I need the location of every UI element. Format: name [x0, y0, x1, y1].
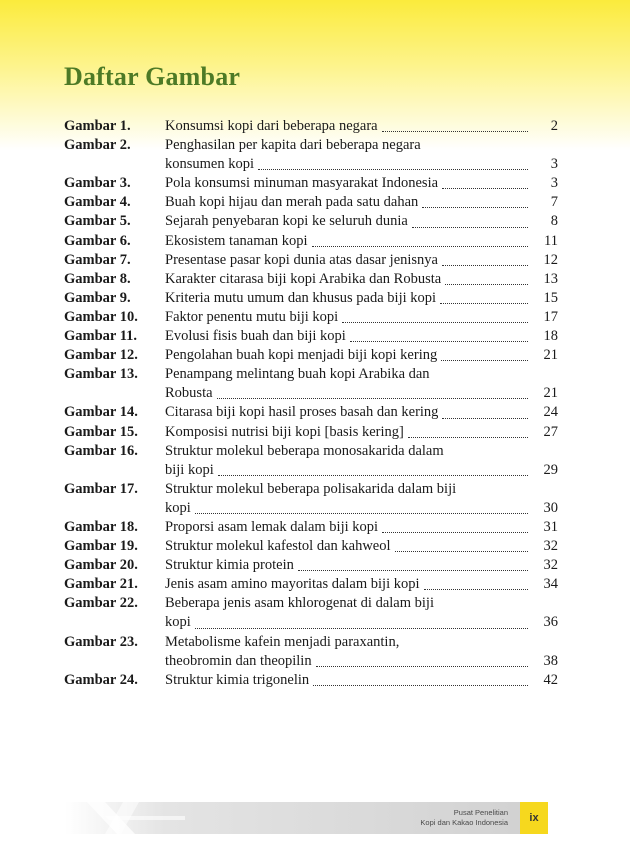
figure-caption: [165, 212, 558, 231]
footer-decoration-icon: [65, 802, 205, 834]
figure-label: Gambar 11.: [64, 328, 138, 345]
figure-label: Gambar 1.: [64, 118, 131, 134]
figure-caption: [165, 308, 558, 327]
figure-label: Gambar 6.: [64, 232, 131, 249]
page-number: 18: [543, 328, 558, 345]
figure-caption: [165, 327, 558, 346]
publisher-line-1: Pusat Penelitian: [453, 808, 508, 817]
dot-leader: [218, 475, 528, 476]
figure-label: Gambar 23.: [64, 633, 138, 650]
caption-text: Penampang melintang buah kopi Arabika dan: [165, 366, 430, 383]
caption-text: Citarasa biji kopi hasil proses basah dan kering: [165, 404, 439, 421]
caption-text: Evolusi fisis buah dan biji kopi: [165, 328, 346, 345]
caption-line: [165, 518, 558, 537]
caption-text: Beberapa jenis asam khlorogenat di dalam biji: [165, 595, 434, 612]
caption-text: kopi: [165, 614, 191, 631]
figure-entry: [64, 671, 558, 690]
dot-leader: [442, 265, 528, 266]
caption-line: [165, 442, 558, 461]
figure-caption: [165, 365, 558, 403]
figure-caption: [165, 442, 558, 480]
page-number: 8: [550, 213, 558, 230]
footer-band: [65, 802, 520, 834]
caption-text: kopi: [165, 499, 191, 516]
dot-leader: [440, 303, 528, 304]
caption-text: Kriteria mutu umum dan khusus pada biji kopi: [165, 289, 437, 306]
figure-label: Gambar 4.: [64, 194, 131, 211]
caption-line: [165, 365, 558, 384]
caption-line: [165, 556, 558, 575]
caption-line: [165, 384, 558, 403]
caption-line: [165, 270, 558, 289]
figure-caption: [165, 270, 558, 289]
dot-leader: [441, 360, 528, 361]
dot-leader: [382, 532, 528, 533]
figure-label: Gambar 15.: [64, 423, 138, 440]
figure-caption: [165, 575, 558, 594]
dot-leader: [442, 418, 528, 419]
figure-caption: [165, 594, 558, 632]
figure-label: Gambar 21.: [64, 576, 138, 593]
dot-leader: [195, 628, 528, 629]
figure-entry: [64, 403, 558, 422]
dot-leader: [412, 227, 528, 228]
figure-caption: [165, 403, 558, 422]
caption-text: Proporsi asam lemak dalam biji kopi: [165, 518, 379, 535]
caption-line: [165, 289, 558, 308]
caption-text: Ekosistem tanaman kopi: [165, 232, 308, 249]
dot-leader: [422, 207, 528, 208]
figure-list: [64, 117, 558, 690]
figure-label: Gambar 2.: [64, 137, 131, 154]
figure-label: Gambar 14.: [64, 404, 138, 421]
figure-label: Gambar 19.: [64, 538, 138, 555]
caption-line: [165, 461, 558, 480]
page-number: 2: [550, 118, 558, 134]
page-number: 31: [543, 518, 558, 535]
caption-text: Metabolisme kafein menjadi paraxantin,: [165, 633, 400, 650]
figure-label: Gambar 18.: [64, 518, 138, 535]
caption-line: [165, 346, 558, 365]
page-number: 21: [543, 347, 558, 364]
page-number: 3: [550, 175, 558, 192]
figure-entry: [64, 232, 558, 251]
figure-caption: [165, 671, 558, 690]
caption-text: Penghasilan per kapita dari beberapa negara: [165, 137, 421, 154]
page-number: 3: [550, 156, 558, 173]
figure-label: Gambar 7.: [64, 251, 131, 268]
dot-leader: [408, 437, 528, 438]
figure-caption: [165, 633, 558, 671]
caption-line: [165, 251, 558, 270]
caption-line: [165, 480, 558, 499]
caption-line: [165, 155, 558, 174]
figure-entry: [64, 117, 558, 136]
figure-label: Gambar 5.: [64, 213, 131, 230]
page-number: 32: [543, 538, 558, 555]
page-number: 17: [543, 308, 558, 325]
caption-line: [165, 327, 558, 346]
caption-text: Struktur kimia protein: [165, 557, 294, 574]
caption-line: [165, 193, 558, 212]
publisher-line-2: Kopi dan Kakao Indonesia: [420, 818, 508, 827]
figure-label: Gambar 13.: [64, 366, 138, 383]
page-number: 30: [543, 499, 558, 516]
figure-label: Gambar 24.: [64, 671, 138, 688]
figure-caption: [165, 480, 558, 518]
caption-line: [165, 423, 558, 442]
figure-caption: [165, 423, 558, 442]
dot-leader: [395, 551, 528, 552]
figure-caption: [165, 518, 558, 537]
figure-entry: [64, 174, 558, 193]
figure-entry: [64, 537, 558, 556]
caption-text: Struktur molekul kafestol dan kahweol: [165, 538, 391, 555]
dot-leader: [424, 589, 528, 590]
caption-line: [165, 117, 558, 136]
caption-line: [165, 403, 558, 422]
caption-text: Faktor penentu mutu biji kopi: [165, 308, 339, 325]
caption-line: [165, 308, 558, 327]
figure-caption: [165, 117, 558, 136]
dot-leader: [298, 570, 528, 571]
page-number: 21: [543, 385, 558, 402]
dot-leader: [312, 246, 528, 247]
figure-entry: [64, 212, 558, 231]
caption-text: Karakter citarasa biji kopi Arabika dan Robusta: [165, 270, 442, 287]
figure-entry: [64, 308, 558, 327]
caption-line: [165, 633, 558, 652]
dot-leader: [217, 398, 528, 399]
dot-leader: [350, 341, 528, 342]
page-number: 13: [543, 270, 558, 287]
caption-text: Komposisi nutrisi biji kopi [basis kering]: [165, 423, 404, 440]
page-number: 42: [543, 671, 558, 688]
figure-entry: [64, 251, 558, 270]
page-number: 7: [550, 194, 558, 211]
figure-entry: [64, 442, 558, 480]
caption-text: Buah kopi hijau dan merah pada satu dahan: [165, 194, 419, 211]
page-number-badge: ix: [520, 802, 548, 834]
figure-caption: [165, 346, 558, 365]
caption-text: Konsumsi kopi dari beberapa negara: [165, 118, 378, 134]
figure-label: Gambar 17.: [64, 480, 138, 497]
caption-line: [165, 174, 558, 193]
figure-entry: [64, 136, 558, 174]
dot-leader: [382, 131, 528, 132]
dot-leader: [342, 322, 528, 323]
figure-entry: [64, 193, 558, 212]
page-number: 38: [543, 652, 558, 669]
figure-caption: [165, 537, 558, 556]
figure-caption: [165, 136, 558, 174]
figure-label: Gambar 20.: [64, 557, 138, 574]
page-title: Daftar Gambar: [64, 62, 241, 91]
caption-line: [165, 136, 558, 155]
caption-text: Sejarah penyebaran kopi ke seluruh dunia: [165, 213, 408, 230]
figure-entry: [64, 346, 558, 365]
caption-line: [165, 613, 558, 632]
figure-entry: [64, 289, 558, 308]
caption-line: [165, 212, 558, 231]
caption-text: biji kopi: [165, 461, 214, 478]
caption-text: Pola konsumsi minuman masyarakat Indonesia: [165, 175, 439, 192]
dot-leader: [313, 685, 528, 686]
figure-caption: [165, 251, 558, 270]
figure-entry: [64, 575, 558, 594]
dot-leader: [442, 188, 528, 189]
caption-text: theobromin dan theopilin: [165, 652, 312, 669]
caption-line: [165, 652, 558, 671]
figure-caption: [165, 174, 558, 193]
caption-text: Struktur molekul beberapa monosakarida dalam: [165, 442, 444, 459]
page-number: 24: [543, 404, 558, 421]
caption-text: Jenis asam amino mayoritas dalam biji kopi: [165, 576, 420, 593]
publisher-text: [420, 808, 508, 828]
caption-line: [165, 232, 558, 251]
figure-entry: [64, 270, 558, 289]
caption-text: Pengolahan buah kopi menjadi biji kopi kering: [165, 347, 438, 364]
caption-line: [165, 537, 558, 556]
dot-leader: [445, 284, 528, 285]
page-number: 15: [543, 289, 558, 306]
figure-entry: [64, 480, 558, 518]
caption-line: [165, 671, 558, 690]
figure-label: Gambar 8.: [64, 270, 131, 287]
figure-entry: [64, 327, 558, 346]
figure-label: Gambar 9.: [64, 289, 131, 306]
page-number: 29: [543, 461, 558, 478]
dot-leader: [316, 666, 528, 667]
caption-line: [165, 594, 558, 613]
caption-text: Presentase pasar kopi dunia atas dasar jenisnya: [165, 251, 438, 268]
page-number: 36: [543, 614, 558, 631]
figure-caption: [165, 193, 558, 212]
caption-text: Robusta: [165, 385, 213, 402]
dot-leader: [258, 169, 528, 170]
figure-entry: [64, 556, 558, 575]
figure-entry: [64, 518, 558, 537]
page-number: 27: [543, 423, 558, 440]
caption-line: [165, 575, 558, 594]
figure-label: Gambar 12.: [64, 347, 138, 364]
figure-caption: [165, 289, 558, 308]
figure-caption: [165, 556, 558, 575]
figure-label: Gambar 16.: [64, 442, 138, 459]
page-number: 32: [543, 557, 558, 574]
caption-text: Struktur molekul beberapa polisakarida dalam biji: [165, 480, 457, 497]
caption-line: [165, 499, 558, 518]
page-number: 12: [543, 251, 558, 268]
page-number: 34: [543, 576, 558, 593]
figure-entry: [64, 365, 558, 403]
figure-label: Gambar 22.: [64, 595, 138, 612]
dot-leader: [195, 513, 528, 514]
figure-caption: [165, 232, 558, 251]
figure-entry: [64, 633, 558, 671]
page-number: 11: [544, 232, 558, 249]
caption-text: konsumen kopi: [165, 156, 255, 173]
caption-text: Struktur kimia trigonelin: [165, 671, 310, 688]
figure-entry: [64, 594, 558, 632]
figure-entry: [64, 423, 558, 442]
figure-label: Gambar 10.: [64, 308, 138, 325]
figure-label: Gambar 3.: [64, 175, 131, 192]
